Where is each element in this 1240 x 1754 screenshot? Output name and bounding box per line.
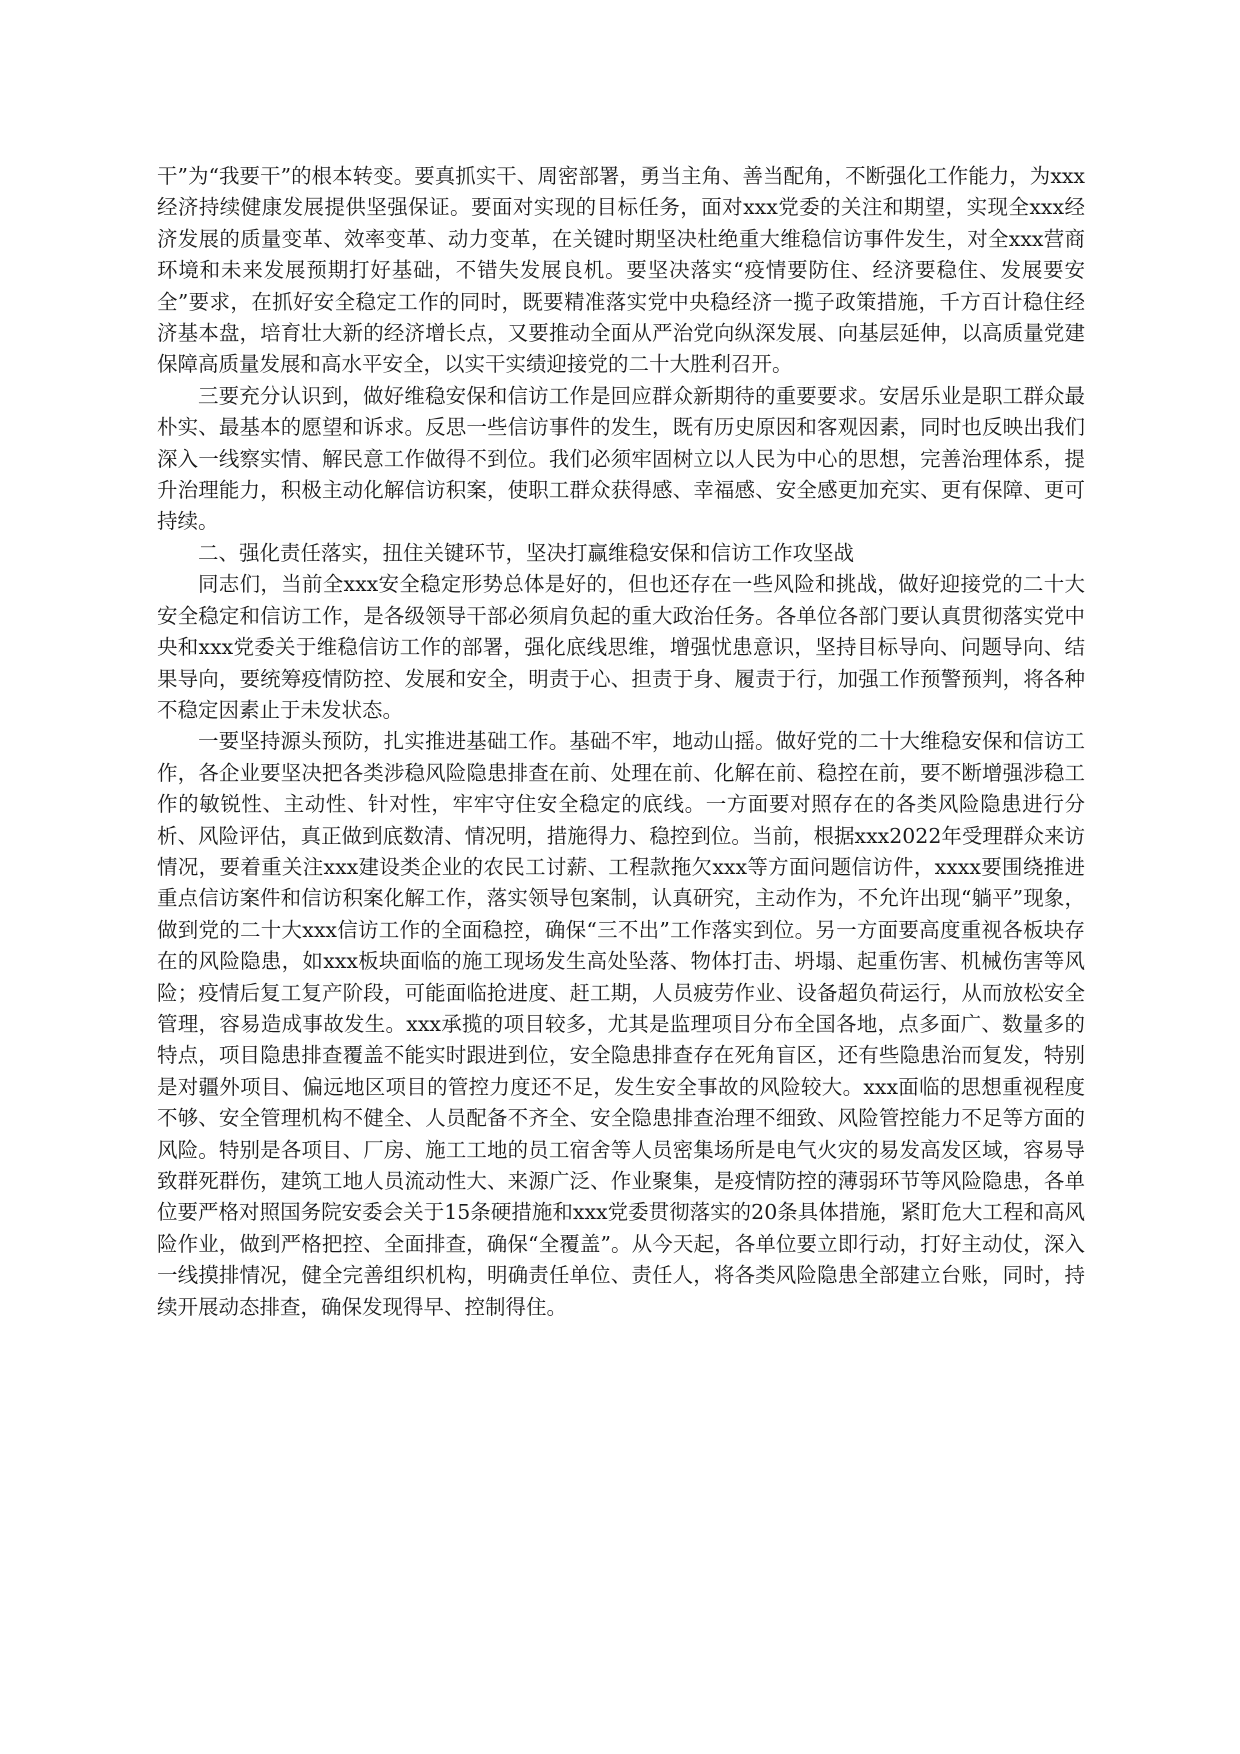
- paragraph-comrades: 同志们，当前全xxx安全稳定形势总体是好的，但也还存在一些风险和挑战，做好迎接党的二十大安全稳定和信访工作，是各级领导干部必须肩负起的重大政治任务。各单位各部门要认真贯彻落实党中央和xxx党委关于维稳信访工作的部署，强化底线思维，增强忧患意识，坚持目标导向、问题导向、结果导向，要统筹疫情防控、发展和安全，明责于心、担责于身、履责于行，加强工作预警预判，将各种不稳定因素止于未发状态。: [157, 572, 1085, 722]
- section-heading: 二、强化责任落实，扭住关键环节，坚决打赢维稳安保和信访工作攻坚战: [198, 540, 854, 565]
- paragraph-point-three: 三要充分认识到，做好维稳安保和信访工作是回应群众新期待的重要要求。安居乐业是职工群众最朴实、最基本的愿望和诉求。反思一些信访事件的发生，既有历史原因和客观因素，同时也反映出我们深入一线察实情、解民意工作做得不到位。我们必须牢固树立以人民为中心的思想，完善治理体系，提升治理能力，积极主动化解信访积案，使职工群众获得感、幸福感、安全感更加充实、更有保障、更可持续。: [157, 383, 1085, 534]
- document-body: [157, 161, 1085, 1323]
- paragraph-point-one: 一要坚持源头预防，扎实推进基础工作。基础不牢，地动山摇。做好党的二十大维稳安保和信访工作，各企业要坚决把各类涉稳风险隐患排查在前、处理在前、化解在前、稳控在前，要不断增强涉稳工作的敏锐性、主动性、针对性，牢牢守住安全稳定的底线。一方面要对照存在的各类风险隐患进行分析、风险评估，真正做到底数清、情况明，措施得力、稳控到位。当前，根据xxx2022年受理群众来访情况，要着重关注xxx建设类企业的农民工讨薪、工程款拖欠xxx等方面问题信访件，xxxx要围绕推进重点信访案件和信访积案化解工作，落实领导包案制，认真研究，主动作为，不允许出现“躺平”现象，做到党的二十大xxx信访工作的全面稳控，确保“三不出”工作落实到位。另一方面要高度重视各板块存在的风险隐患，如xxx板块面临的施工现场发生高处坠落、物体打击、坍塌、起重伤害、机械伤害等风险；疫情后复工复产阶段，可能面临抢进度、赶工期，人员疲劳作业、设备超负荷运行，从而放松安全管理，容易造成事故发生。xxx承揽的项目较多，尤其是监理项目分布全国各地，点多面广、数量多的特点，项目隐患排查覆盖不能实时跟进到位，安全隐患排查存在死角盲区，还有些隐患治而复发，特别是对疆外项目、偏远地区项目的管控力度还不足，发生安全事故的风险较大。xxx面临的思想重视程度不够、安全管理机构不健全、人员配备不齐全、安全隐患排查治理不细致、风险管控能力不足等方面的风险。特别是各项目、厂房、施工工地的员工宿舍等人员密集场所是电气火灾的易发高发区域，容易导致群死群伤，建筑工地人员流动性大、来源广泛、作业聚集，是疫情防控的薄弱环节等风险隐患，各单位要严格对照国务院安委会关于15条硬措施和xxx党委贯彻落实的20条具体措施，紧盯危大工程和高风险作业，做到严格把控、全面排查，确保“全覆盖”。从今天起，各单位要立即行动，打好主动仗，深入一线摸排情况，健全完善组织机构，明确责任单位、责任人，将各类风险隐患全部建立台账，同时，持续开展动态排查，确保发现得早、控制得住。: [157, 729, 1085, 1319]
- paragraph-continuation: 干”为“我要干”的根本转变。要真抓实干、周密部署，勇当主角、善当配角，不断强化工作能力，为xxx经济持续健康发展提供坚强保证。要面对实现的目标任务，面对xxx党委的关注和期望，实现全xxx经济发展的质量变革、效率变革、动力变革，在关键时期坚决杜绝重大维稳信访事件发生，对全xxx营商环境和未来发展预期打好基础，不错失发展良机。要坚决落实“疫情要防住、经济要稳住、发展要安全”要求，在抓好安全稳定工作的同时，既要精准落实党中央稳经济一揽子政策措施，千方百计稳住经济基本盘，培育壮大新的经济增长点，又要推动全面从严治党向纵深发展、向基层延伸，以高质量党建保障高质量发展和高水平安全，以实干实绩迎接党的二十大胜利召开。: [157, 164, 1085, 377]
